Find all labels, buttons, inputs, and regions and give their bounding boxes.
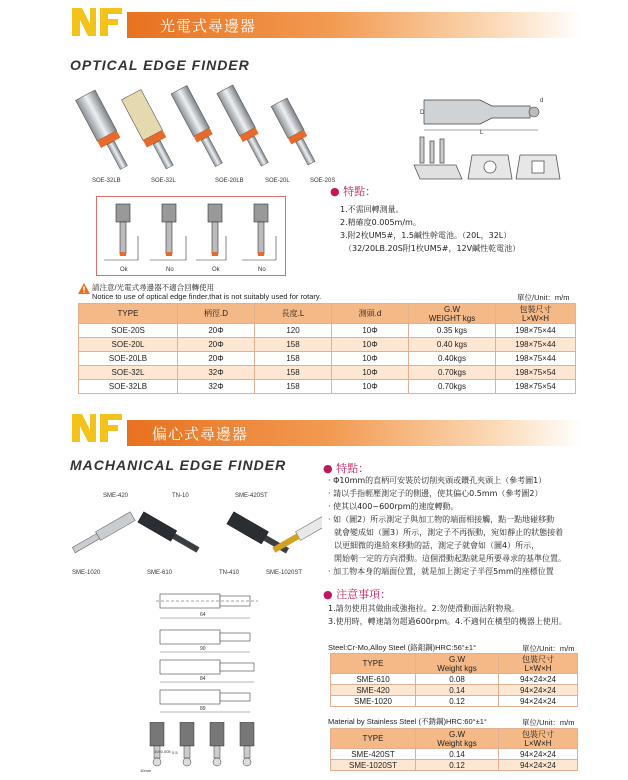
optical-products-illustration — [75, 80, 335, 180]
mechanical-technical-drawing — [150, 590, 270, 718]
cell: 0.12 — [416, 696, 499, 707]
table-row — [79, 352, 576, 366]
optical-feature-1: 1.不需回轉測量。 — [340, 205, 404, 214]
cell: 20Φ — [178, 324, 255, 338]
cell: 158 — [255, 366, 332, 380]
cell: 198×75×54 — [496, 366, 576, 380]
cell: 0.14 — [416, 685, 499, 696]
cell: SOE-32LB — [79, 380, 178, 394]
table-row — [331, 674, 578, 685]
dim-label-D: D — [420, 110, 425, 116]
optical-caption-1: SOE-32LB — [92, 178, 121, 184]
usage-label-1: Ok — [120, 267, 128, 273]
cell: SOE-32L — [79, 366, 178, 380]
optical-spec-table — [78, 303, 576, 394]
mech-feature-6: 以更細微的進給來移動的話，測定子就會如（圖4）所示， — [334, 541, 540, 550]
cell: 0.35 kgs — [409, 324, 496, 338]
cell: 32Φ — [178, 380, 255, 394]
mech-note-1: 1.請勿使用其做曲或強拖拉。2.勿使滑動面沾附物飛。 — [328, 604, 520, 613]
usage-label-4: No — [258, 267, 266, 273]
cell: SME-1020ST — [331, 760, 416, 771]
brand-logo — [68, 4, 124, 40]
steel-spec-table — [330, 653, 578, 707]
brand-logo-2 — [68, 410, 124, 446]
cell: 10Φ — [332, 324, 409, 338]
optical-caption-4: SOE-20L — [265, 178, 290, 184]
cell: SME-420 — [331, 685, 416, 696]
cell: 120 — [255, 324, 332, 338]
table-row — [79, 324, 576, 338]
mechanical-header-title: 偏心式尋邊器 — [152, 425, 249, 443]
cell: 94×24×24 — [499, 760, 578, 771]
cell: 0.14 — [416, 749, 499, 760]
cell: 94×24×24 — [499, 685, 578, 696]
stainless-title: Material by Stainless Steel (不銹鋼)HRC:60°±1° — [328, 717, 487, 726]
table-row — [79, 380, 576, 394]
mech-caption-4: SME-1020 — [72, 570, 101, 576]
drawing-dim-3: 84 — [200, 676, 206, 682]
cell: 198×75×44 — [496, 324, 576, 338]
drawing-dim-2: 90 — [200, 646, 206, 652]
mech-note-2: 3.使用時，轉速請勿超過600rpm。4.不適何在橫型的機器上使用。 — [328, 617, 567, 626]
cell: 0.40kgs — [409, 352, 496, 366]
optical-caption-2: SOE-32L — [151, 178, 176, 184]
col-shank: 柄徑.D — [178, 304, 255, 324]
cell: 0.12 — [416, 760, 499, 771]
usage-label-2: No — [166, 267, 174, 273]
cell: SOE-20S — [79, 324, 178, 338]
cell: 10Φ — [332, 338, 409, 352]
col-type: TYPE — [331, 654, 416, 674]
cell: 94×24×24 — [499, 749, 578, 760]
cell: 94×24×24 — [499, 696, 578, 707]
dim-label-d: d — [540, 98, 544, 104]
mech-feature-7: 開始朝一定的方向滑動。這個滑動起點就是所要尋求的基準位置。 — [334, 554, 566, 563]
diagram-label-3: 10±0.005 — [154, 749, 171, 754]
mech-caption-6: TN-410 — [219, 570, 240, 576]
cell: 198×75×54 — [496, 380, 576, 394]
cell: 198×75×44 — [496, 352, 576, 366]
col-package: 包裝尺寸 L×W×H — [499, 654, 578, 674]
col-length: 長度.L — [255, 304, 332, 324]
col-type: TYPE — [79, 304, 178, 324]
cell: 20Φ — [178, 338, 255, 352]
optical-usage-diagram — [96, 196, 286, 276]
bullet-icon: ● — [323, 588, 333, 601]
warning-text — [92, 283, 321, 301]
table-row — [331, 685, 578, 696]
cell: 10Φ — [332, 366, 409, 380]
stainless-spec-table — [330, 728, 578, 771]
cell: SOE-20L — [79, 338, 178, 352]
optical-features-list — [340, 203, 520, 255]
usage-label-3: Ok — [212, 267, 220, 273]
cell: 0.70kgs — [409, 380, 496, 394]
col-type: TYPE — [331, 729, 416, 749]
col-package: 包裝尺寸 L×W×H — [496, 304, 576, 324]
optical-header-title: 光電式尋邊器 — [160, 17, 257, 35]
cell: 0.40 kgs — [409, 338, 496, 352]
mech-feature-5: 就會變成如（圖3）所示，測定子不再振動，宛如靜止的狀態接着 — [334, 528, 564, 537]
warning-icon — [78, 283, 90, 294]
optical-unit: 單位/Unit：m/m — [517, 293, 570, 302]
mech-caption-5: SME-610 — [147, 570, 173, 576]
cell: 158 — [255, 338, 332, 352]
cell: 198×75×44 — [496, 338, 576, 352]
optical-dimension-drawing — [420, 92, 550, 134]
optical-features-title: ● 特點： — [330, 185, 377, 198]
table-row — [331, 696, 578, 707]
steel-unit: 單位/Unit：m/m — [522, 644, 575, 653]
mech-caption-2: TN-10 — [172, 493, 189, 499]
cell: 94×24×24 — [499, 674, 578, 685]
cell: 32Φ — [178, 366, 255, 380]
optical-feature-2: 2.精確度0.005m/m。 — [340, 218, 421, 227]
table-row — [79, 338, 576, 352]
optical-application-sketch — [412, 135, 562, 185]
stainless-unit: 單位/Unit：m/m — [522, 718, 575, 727]
cell: 0.70kgs — [409, 366, 496, 380]
cell: 158 — [255, 380, 332, 394]
mech-caption-1: SME-420 — [103, 493, 129, 499]
optical-feature-3: 3.附2枚UM5#，1.5鹹性幹電池。（20L，32L） — [340, 231, 512, 240]
cell: 10Φ — [332, 352, 409, 366]
table-row — [331, 749, 578, 760]
mechanical-usage-illustration — [140, 722, 270, 774]
mech-features-title: ● 特點： — [323, 462, 370, 475]
warning-cn: 請注意/光電式尋邊器不適合回轉使用 — [92, 283, 215, 292]
cell: 158 — [255, 352, 332, 366]
col-weight: G.W Weight kgs — [416, 654, 499, 674]
mech-feature-3: · 使其以400~600rpm的速度轉動。 — [328, 502, 459, 511]
optical-section-title: OPTICAL EDGE FINDER — [70, 57, 250, 73]
table-row — [331, 760, 578, 771]
mech-feature-1: · Φ10mm的直柄可安裝於切削夾頭或鑽孔夾頭上（參考圖1） — [328, 476, 547, 485]
optical-caption-3: SOE-20LB — [215, 178, 244, 184]
cell: SME-420ST — [331, 749, 416, 760]
col-weight: G.W WEIGHT kgs — [409, 304, 496, 324]
mechanical-section-title: MACHANICAL EDGE FINDER — [70, 457, 287, 473]
cell: 10Φ — [332, 380, 409, 394]
cell: SME-610 — [331, 674, 416, 685]
diagram-label-2: 0.5 — [172, 750, 178, 755]
mech-notes-title: ● 注意事項： — [323, 588, 392, 601]
cell: SME-1020 — [331, 696, 416, 707]
mech-feature-4: · 如（圖2）所示測定子與加工物的端面相接觸，點一點地碰移動 — [328, 515, 555, 524]
mech-caption-7: SME-1020ST — [266, 570, 303, 576]
diagram-label-1: 10mm — [140, 768, 152, 773]
mech-notes-list — [328, 602, 567, 628]
col-probe: 測頭.d — [332, 304, 409, 324]
drawing-dim-1: 64 — [200, 612, 206, 618]
mech-feature-2: · 請以手指輕壓測定子的側邊，使其偏心0.5mm（參考圖2） — [328, 489, 543, 498]
cell: 0.08 — [416, 674, 499, 685]
bullet-icon: ● — [323, 462, 333, 475]
cell: 20Φ — [178, 352, 255, 366]
table-row — [79, 366, 576, 380]
cell: SOE-20LB — [79, 352, 178, 366]
optical-caption-5: SOE-20S — [310, 178, 336, 184]
col-weight: G.W Weight kgs — [416, 729, 499, 749]
warning-en: Notice to use of optical edge finder,that is not suitably used for rotary. — [92, 292, 322, 301]
mech-caption-3: SME-420ST — [235, 493, 268, 499]
steel-title: Steel:Cr-Mo,Alloy Steel (鉻鉬鋼)HRC:56°±1° — [328, 643, 477, 652]
bullet-icon: ● — [330, 185, 340, 198]
col-package: 包裝尺寸 L×W×H — [499, 729, 578, 749]
mechanical-products-illustration — [72, 495, 322, 575]
mech-features-list — [328, 474, 566, 578]
drawing-dim-4: 89 — [200, 706, 206, 712]
optical-feature-4: （32/20LB.20S附1枚UM5#，12V鹹性乾電池） — [344, 244, 521, 253]
dim-label-L: L — [480, 130, 484, 134]
mech-feature-8: · 加工物本身的端面位置，就是加上測定子半徑5mm的座標位置 — [328, 567, 554, 576]
